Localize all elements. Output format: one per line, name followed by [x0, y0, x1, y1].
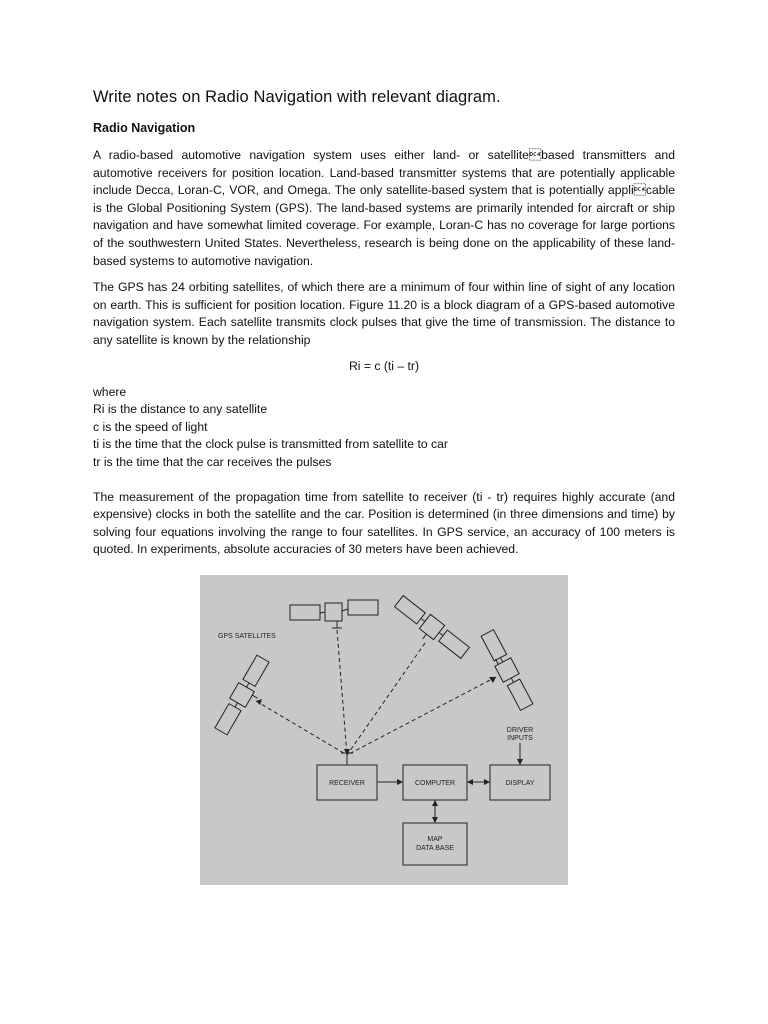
page-title: Write notes on Radio Navigation with relevant diagram.: [93, 88, 501, 106]
diagram-svg: [200, 575, 568, 885]
map-database-block: [403, 823, 467, 865]
satellite-icon: [479, 629, 534, 712]
satellite-icon: [213, 654, 276, 739]
section-heading: Radio Navigation: [93, 121, 196, 135]
where-line: c is the speed of light: [93, 419, 208, 434]
satellites-label: GPS SATELLITES: [218, 633, 276, 640]
satellite-icon: [290, 600, 378, 628]
map-database-label: MAP: [427, 836, 443, 843]
range-formula: Ri = c (ti – tr): [348, 358, 420, 373]
paragraph-intro: A radio-based automotive navigation system uses either land- or satellitebased transmitters and automotive receivers for position location. Land-based transmitter systems that are potentially applicable include Decca, Loran-C, VOR, and Omega. The only satellite-based system that is potentially applicable is the Global Positioning System (GPS). The land-based systems are primarily intended for aircraft or ship navigation and have somewhat limited coverage. For example, Loran-C has no coverage for large portions of the southwestern United States. Nevertheless, research is being done on the applicability of these land-based systems to automotive navigation.: [93, 148, 675, 268]
map-database-label: DATA BASE: [416, 845, 454, 852]
arrowheads: [256, 677, 523, 823]
where-line: where: [93, 384, 127, 399]
computer-label: COMPUTER: [414, 780, 456, 787]
gps-block-diagram: [200, 575, 568, 885]
paragraph-accuracy: The measurement of the propagation time from satellite to receiver (ti - tr) requires highly accurate (and expensive) clocks in both the satellite and the car. Position is determined (in three dimensions and time) by solving four equations involving the range to four satellites. In GPS service, an accuracy of 100 meters is quoted. In experiments, absolute accuracies of 30 meters have been achieved.: [93, 489, 675, 557]
paragraph-gps: The GPS has 24 orbiting satellites, of which there are a minimum of four within line of sight of any location on earth. This is sufficient for position location. Figure 11.20 is a block diagram of a GPS-based automotive navigation system. Each satellite transmits clock pulses that give the time of transmission. The distance to any satellite is known by the relationship: [93, 280, 675, 347]
where-line: ti is the time that the clock pulse is transmitted from satellite to car: [93, 437, 448, 452]
where-line: tr is the time that the car receives the pulses: [93, 454, 332, 469]
satellite-icon: [390, 594, 471, 665]
document-page: [93, 88, 675, 568]
where-definitions: [93, 384, 675, 472]
driver-inputs-label: INPUTS: [507, 735, 533, 742]
signal-lines: [256, 630, 496, 755]
display-label: DISPLAY: [505, 780, 535, 787]
driver-inputs-label: DRIVER: [506, 727, 534, 734]
receiver-label: RECEIVER: [329, 780, 365, 787]
where-line: Ri is the distance to any satellite: [93, 402, 268, 417]
